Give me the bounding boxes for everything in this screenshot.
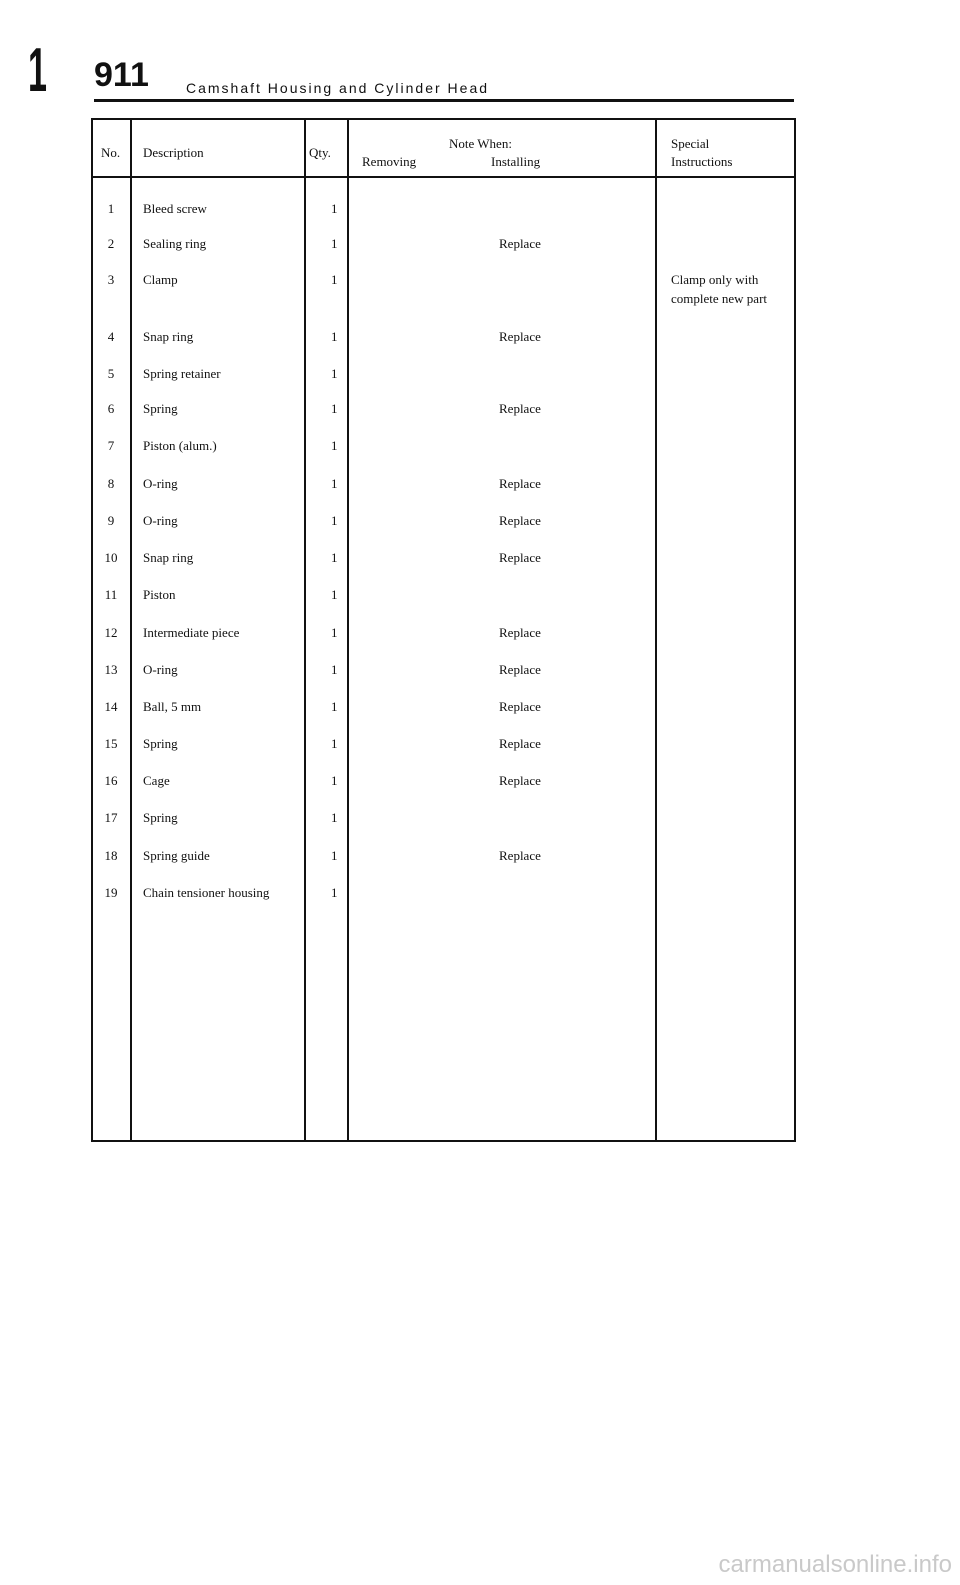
section-number: 1 (28, 36, 47, 105)
header-removing: Removing (362, 154, 417, 169)
row-description: Piston (alum.) (143, 438, 217, 453)
header-rule (94, 99, 794, 102)
column-divider-no (130, 120, 132, 1140)
row-number: 17 (104, 810, 118, 825)
row-quantity: 1 (331, 587, 338, 602)
row-description: Snap ring (143, 550, 194, 565)
row-quantity: 1 (331, 236, 338, 251)
header-special: Special (671, 136, 710, 151)
row-description: Spring (143, 736, 178, 751)
row-number: 18 (104, 848, 118, 863)
row-description: Chain tensioner housing (143, 885, 270, 900)
row-description: Cage (143, 773, 170, 788)
row-number: 16 (104, 773, 118, 788)
row-description: Intermediate piece (143, 625, 240, 640)
column-divider-notes (655, 120, 657, 1140)
row-quantity: 1 (331, 272, 338, 287)
row-number: 13 (104, 662, 118, 677)
row-installing-note: Replace (499, 662, 541, 677)
row-description: Spring guide (143, 848, 210, 863)
row-special-instruction: Clamp only with complete new part (671, 272, 768, 306)
row-number: 4 (107, 329, 115, 344)
row-quantity: 1 (331, 736, 338, 751)
row-quantity: 1 (331, 550, 338, 565)
row-description: Spring (143, 401, 178, 416)
row-number: 9 (107, 513, 115, 528)
row-number: 19 (104, 885, 118, 900)
row-installing-note: Replace (499, 476, 541, 491)
row-installing-note: Replace (499, 550, 541, 565)
row-description: Spring retainer (143, 366, 221, 381)
row-quantity: 1 (331, 885, 338, 900)
row-description: Piston (143, 587, 176, 602)
row-number: 2 (107, 236, 115, 251)
header-divider (93, 176, 794, 178)
row-description: Bleed screw (143, 201, 207, 216)
row-quantity: 1 (331, 773, 338, 788)
row-description: Snap ring (143, 329, 194, 344)
row-installing-note: Replace (499, 236, 541, 251)
row-number: 7 (107, 438, 115, 453)
row-number: 5 (107, 366, 115, 381)
row-number: 1 (107, 201, 115, 216)
row-number: 11 (104, 587, 118, 602)
row-description: Sealing ring (143, 236, 207, 251)
row-description: O-ring (143, 662, 178, 677)
row-quantity: 1 (331, 401, 338, 416)
row-quantity: 1 (331, 201, 338, 216)
header-no: No. (101, 145, 121, 160)
row-quantity: 1 (331, 513, 338, 528)
row-installing-note: Replace (499, 401, 541, 416)
row-number: 15 (104, 736, 118, 751)
model-number: 911 (94, 56, 149, 94)
row-number: 10 (104, 550, 118, 565)
row-quantity: 1 (331, 438, 338, 453)
row-number: 8 (107, 476, 115, 491)
row-quantity: 1 (331, 366, 338, 381)
row-installing-note: Replace (499, 773, 541, 788)
watermark: carmanualsonline.info (718, 1551, 952, 1578)
row-quantity: 1 (331, 699, 338, 714)
row-installing-note: Replace (499, 699, 541, 714)
row-installing-note: Replace (499, 848, 541, 863)
parts-table (91, 118, 796, 1142)
row-description: Spring (143, 810, 178, 825)
row-number: 6 (107, 401, 115, 416)
row-quantity: 1 (331, 476, 338, 491)
page-title: Camshaft Housing and Cylinder Head (186, 80, 490, 96)
header-description: Description (143, 145, 204, 160)
row-description: O-ring (143, 513, 178, 528)
row-quantity: 1 (331, 848, 338, 863)
header-installing: Installing (491, 154, 541, 169)
row-quantity: 1 (331, 625, 338, 640)
row-installing-note: Replace (499, 513, 541, 528)
row-description: Ball, 5 mm (143, 699, 202, 714)
row-installing-note: Replace (499, 329, 541, 344)
row-description: O-ring (143, 476, 178, 491)
header-note-when: Note When: (449, 136, 512, 151)
header-qty: Qty. (309, 145, 331, 160)
row-number: 3 (107, 272, 115, 287)
row-number: 12 (104, 625, 118, 640)
column-divider-description (304, 120, 306, 1140)
row-installing-note: Replace (499, 736, 541, 751)
row-quantity: 1 (331, 810, 338, 825)
row-quantity: 1 (331, 329, 338, 344)
row-installing-note: Replace (499, 625, 541, 640)
row-description: Clamp (143, 272, 178, 287)
row-number: 14 (104, 699, 118, 714)
header-instructions: Instructions (671, 154, 733, 169)
row-quantity: 1 (331, 662, 338, 677)
column-divider-qty (347, 120, 349, 1140)
